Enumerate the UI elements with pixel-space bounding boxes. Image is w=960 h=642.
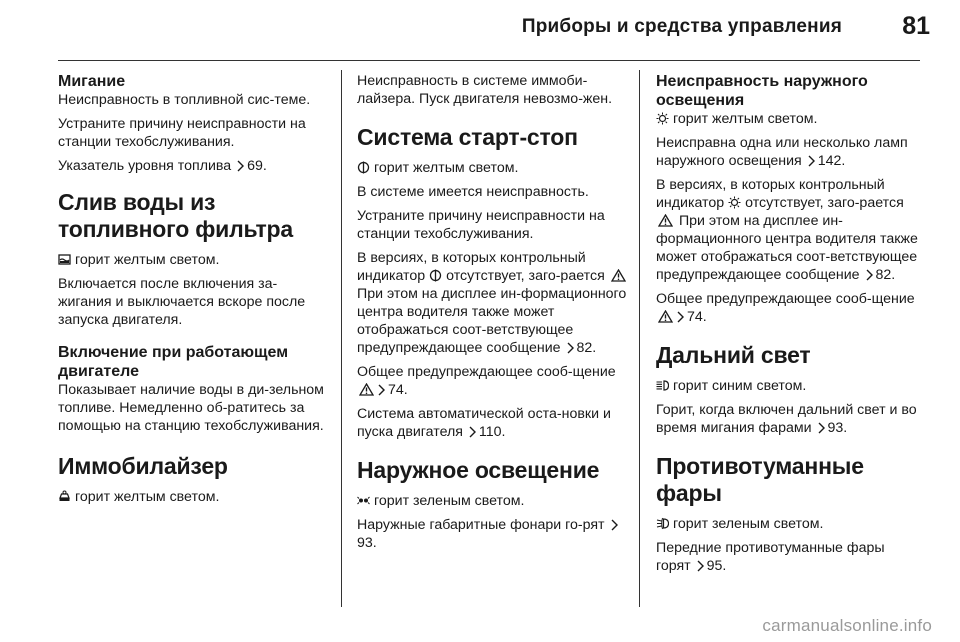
page-reference[interactable]: 74. [388, 382, 408, 398]
paragraph: Показывает наличие воды в ди-зельном топливе. Немедленно об-ратитесь за помощью на станцию техобслуживания. [58, 382, 324, 434]
cross-reference-arrow-icon [866, 269, 874, 281]
cross-reference-arrow-icon [469, 426, 477, 438]
heading-exterior-light-fault: Неисправность наружного освещения [656, 73, 868, 109]
bulb-failure-icon [728, 196, 741, 209]
bulb-failure-icon [656, 112, 669, 125]
warning-triangle-icon [611, 269, 626, 282]
text: горит желтым светом. [673, 111, 818, 127]
paragraph [656, 134, 922, 170]
text: В версиях, в которых контрольный индикатор [357, 250, 586, 284]
page-title: Приборы и средства управления [521, 16, 842, 37]
page-header [0, 0, 960, 62]
start-stop-icon [429, 269, 442, 282]
column-divider-2 [639, 70, 640, 607]
paragraph [58, 251, 328, 269]
cross-reference-arrow-icon [677, 311, 685, 323]
text: горит синим светом. [673, 378, 807, 394]
paragraph [357, 405, 629, 441]
paragraph: Неисправность в системе иммоби-лайзера. Пуск двигателя невозмо-жен. [357, 73, 613, 107]
heading-blinking: Мигание [58, 73, 126, 90]
paragraph: Включается после включения за-жигания и выключается вскоре после запуска двигателя. [58, 276, 306, 328]
paragraph [357, 363, 629, 399]
heading-fog-lights: Противотуманные фары [656, 453, 864, 506]
cross-reference-arrow-icon [237, 160, 245, 172]
text: В версиях, в которых контрольный индикатор [656, 177, 885, 211]
paragraph: Устраните причину неисправности на станции техобслуживания. [357, 208, 605, 242]
immobilizer-icon [58, 490, 71, 503]
text: Наружные габаритные фонари го-рят [357, 517, 605, 533]
text: При этом на дисплее ин-формационного центра водителя также может отображаться соот-ветствующее предупреждающее сообщение [656, 213, 918, 283]
text: Общее предупреждающее сооб-щение [656, 291, 915, 307]
page-reference[interactable]: 93. [827, 420, 848, 436]
start-stop-icon [357, 161, 370, 174]
page-reference[interactable]: 95. [706, 558, 727, 574]
paragraph [357, 492, 629, 510]
text: горит зеленым светом. [673, 516, 824, 532]
page-reference[interactable]: 74. [687, 309, 707, 325]
text: Указатель уровня топлива [58, 158, 232, 174]
cross-reference-arrow-icon [567, 342, 575, 354]
paragraph [656, 377, 922, 395]
paragraph [656, 515, 922, 533]
cross-reference-arrow-icon [697, 560, 705, 572]
column-2 [357, 72, 629, 558]
header-rule [58, 60, 920, 61]
text: горит желтым светом. [374, 160, 519, 176]
page-reference[interactable]: 142. [817, 153, 846, 169]
heading-immobilizer: Иммобилайзер [58, 453, 228, 479]
text: Общее предупреждающее сооб-щение [357, 364, 616, 380]
paragraph: Устраните причину неисправности на станции техобслуживания. [58, 116, 306, 150]
column-3 [656, 72, 922, 581]
heading-high-beam: Дальний свет [656, 342, 811, 368]
paragraph [357, 159, 629, 177]
page-reference[interactable]: 82. [875, 267, 896, 283]
text: Система автоматической оста-новки и пуска двигателя [357, 406, 611, 440]
paragraph: Неисправность в топливной сис-теме. [58, 92, 311, 108]
text: Неисправна одна или несколько ламп наружного освещения [656, 135, 908, 169]
page-number: 81 [902, 12, 930, 40]
cross-reference-arrow-icon [611, 519, 619, 531]
cross-reference-arrow-icon [808, 155, 816, 167]
paragraph: В системе имеется неисправность. [357, 184, 589, 200]
text: горит желтым светом. [75, 489, 220, 505]
warning-triangle-icon [658, 310, 673, 323]
page-reference[interactable]: 69. [247, 158, 267, 174]
fog-light-icon [656, 517, 669, 530]
heading-exterior-lights: Наружное освещение [357, 457, 600, 483]
paragraph [357, 516, 629, 552]
heading-engine-running: Включение при работающем двигателе [58, 344, 289, 380]
text: горит зеленым светом. [374, 493, 525, 509]
paragraph [656, 539, 922, 575]
paragraph [656, 110, 922, 128]
text: Горит, когда включен дальний свет и во время мигания фарами [656, 402, 917, 436]
heading-fuel-filter: Слив воды из топливного фильтра [58, 189, 293, 242]
paragraph [656, 290, 922, 326]
page-reference[interactable]: 93. [357, 535, 377, 551]
warning-triangle-icon [359, 383, 374, 396]
cross-reference-arrow-icon [378, 384, 386, 396]
cross-reference-arrow-icon [818, 422, 826, 434]
text: При этом на дисплее ин-формационного центра водителя также может отображаться соот-ветствующее предупреждающее сообщение [357, 286, 627, 356]
side-lights-icon [357, 494, 370, 507]
paragraph [357, 249, 629, 357]
paragraph [656, 176, 922, 284]
text: Передние противотуманные фары горят [656, 540, 885, 574]
page-reference[interactable]: 82. [576, 340, 597, 356]
watermark: carmanualsonline.info [762, 616, 932, 635]
page-reference[interactable]: 110. [478, 424, 506, 440]
paragraph [656, 401, 922, 437]
column-1 [58, 72, 328, 512]
column-divider-1 [341, 70, 342, 607]
text: отсутствует, заго-рается [446, 268, 605, 284]
fuel-filter-icon [58, 253, 71, 266]
high-beam-icon [656, 379, 669, 392]
paragraph [58, 157, 328, 175]
text: горит желтым светом. [75, 252, 220, 268]
paragraph [58, 488, 328, 506]
text: отсутствует, заго-рается [745, 195, 904, 211]
warning-triangle-icon [658, 214, 673, 227]
heading-start-stop: Система старт-стоп [357, 124, 578, 150]
